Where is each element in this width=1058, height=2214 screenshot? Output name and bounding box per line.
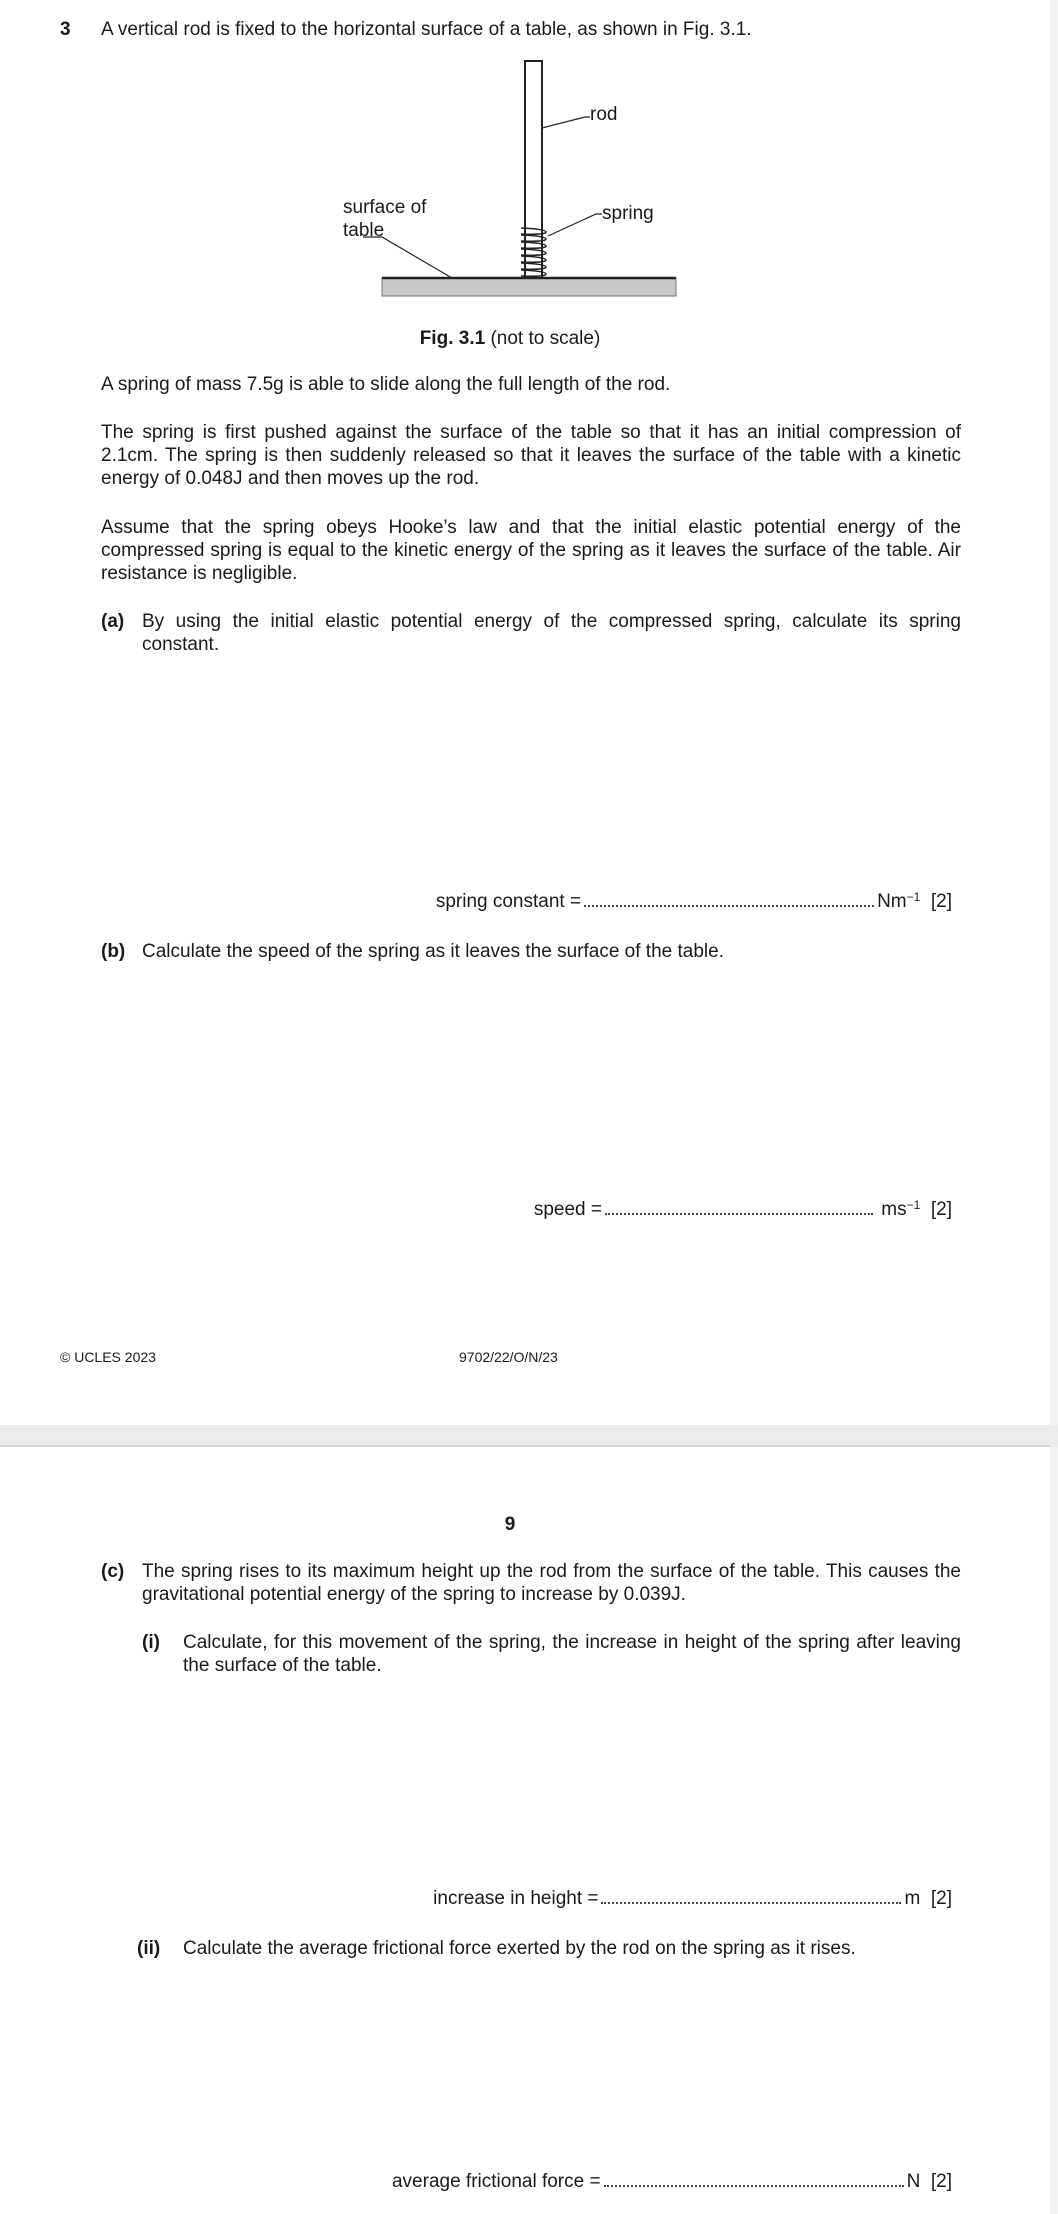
paragraph-assumptions: Assume that the spring obeys Hooke’s law and that the initial elastic potential energy of the compressed spring is equal to the kinetic energy of the spring as it leaves the surface of the table. Air resistance is negligible. — [101, 517, 961, 584]
footer-paper-code: 9702/22/O/N/23 — [459, 1349, 558, 1365]
paragraph-spring-mass: A spring of mass 7.5g is able to slide along the full length of the rod. — [101, 374, 671, 395]
answer-b-blank[interactable] — [605, 1199, 873, 1215]
answer-b-marks: [2] — [930, 1199, 952, 1220]
answer-a-blank[interactable] — [584, 891, 874, 907]
screen-right-edge — [1050, 0, 1058, 2214]
answer-a-marks: [2] — [930, 891, 952, 912]
answer-line-a — [436, 891, 952, 913]
part-c-label: (c) — [101, 1561, 125, 1582]
answer-a-unit-exp: −1 — [906, 890, 921, 904]
question-intro: A vertical rod is fixed to the horizontal surface of a table, as shown in Fig. 3.1. — [101, 19, 752, 40]
label-surface-line1: surface of — [343, 197, 427, 218]
figure-caption-note: (not to scale) — [485, 328, 601, 349]
part-a-text: By using the initial elastic potential energy of the compressed spring, calculate its spring constant. — [142, 611, 961, 655]
table-surface — [382, 278, 676, 296]
surface-leader-line — [363, 237, 452, 278]
rod — [525, 61, 542, 278]
answer-c-i-marks: [2] — [930, 1888, 952, 1909]
answer-c-ii-unit: N — [906, 2171, 921, 2192]
answer-a-unit: Nm — [877, 891, 907, 912]
answer-line-c-i — [433, 1888, 952, 1910]
answer-b-unit: ms — [881, 1199, 907, 1220]
part-b-text: Calculate the speed of the spring as it leaves the surface of the table. — [142, 941, 724, 962]
answer-a-label: spring constant = — [435, 891, 582, 912]
answer-c-i-label: increase in height = — [433, 1888, 599, 1909]
answer-c-ii-label: average frictional force = — [391, 2171, 601, 2192]
part-a-label: (a) — [101, 611, 125, 632]
spring-leader-line — [548, 214, 602, 236]
page-gutter — [0, 1425, 1058, 1447]
rod-leader-line — [542, 117, 590, 128]
page-number: 9 — [504, 1514, 516, 1535]
label-rod: rod — [590, 104, 618, 125]
answer-c-i-unit: m — [904, 1888, 921, 1909]
figure-caption — [0, 327, 1020, 350]
answer-c-i-blank[interactable] — [601, 1888, 901, 1904]
figure-3-1 — [0, 50, 1050, 310]
part-c-i-label: (i) — [142, 1632, 160, 1653]
answer-c-ii-marks: [2] — [930, 2171, 952, 2192]
answer-line-c-ii — [392, 2171, 952, 2193]
paragraph-compression: The spring is first pushed against the surface of the table so that it has an initial compression of 2.1cm. The spring is then suddenly released so that it leaves the surface of the table with a kinetic energy of 0.048J and then moves up the rod. — [101, 422, 961, 489]
question-number: 3 — [60, 19, 71, 40]
answer-line-b — [534, 1199, 952, 1221]
footer-copyright: © UCLES 2023 — [60, 1349, 156, 1365]
part-c-text: The spring rises to its maximum height up the rod from the surface of the table. This causes the gravitational potential energy of the spring to increase by 0.039J. — [142, 1561, 961, 1605]
answer-b-label: speed = — [533, 1199, 603, 1220]
part-c-i-text: Calculate, for this movement of the spring, the increase in height of the spring after leaving the surface of the table. — [183, 1632, 961, 1676]
figure-caption-number: Fig. 3.1 — [419, 328, 486, 349]
part-c-ii-text: Calculate the average frictional force exerted by the rod on the spring as it rises. — [183, 1938, 856, 1959]
label-spring: spring — [602, 203, 654, 224]
part-b-label: (b) — [101, 941, 126, 962]
answer-b-unit-exp: −1 — [906, 1198, 921, 1212]
answer-c-ii-blank[interactable] — [604, 2171, 904, 2187]
label-surface-line2: table — [343, 220, 385, 241]
part-c-ii-label: (ii) — [137, 1938, 161, 1959]
exam-page-9 — [0, 1447, 1050, 2214]
